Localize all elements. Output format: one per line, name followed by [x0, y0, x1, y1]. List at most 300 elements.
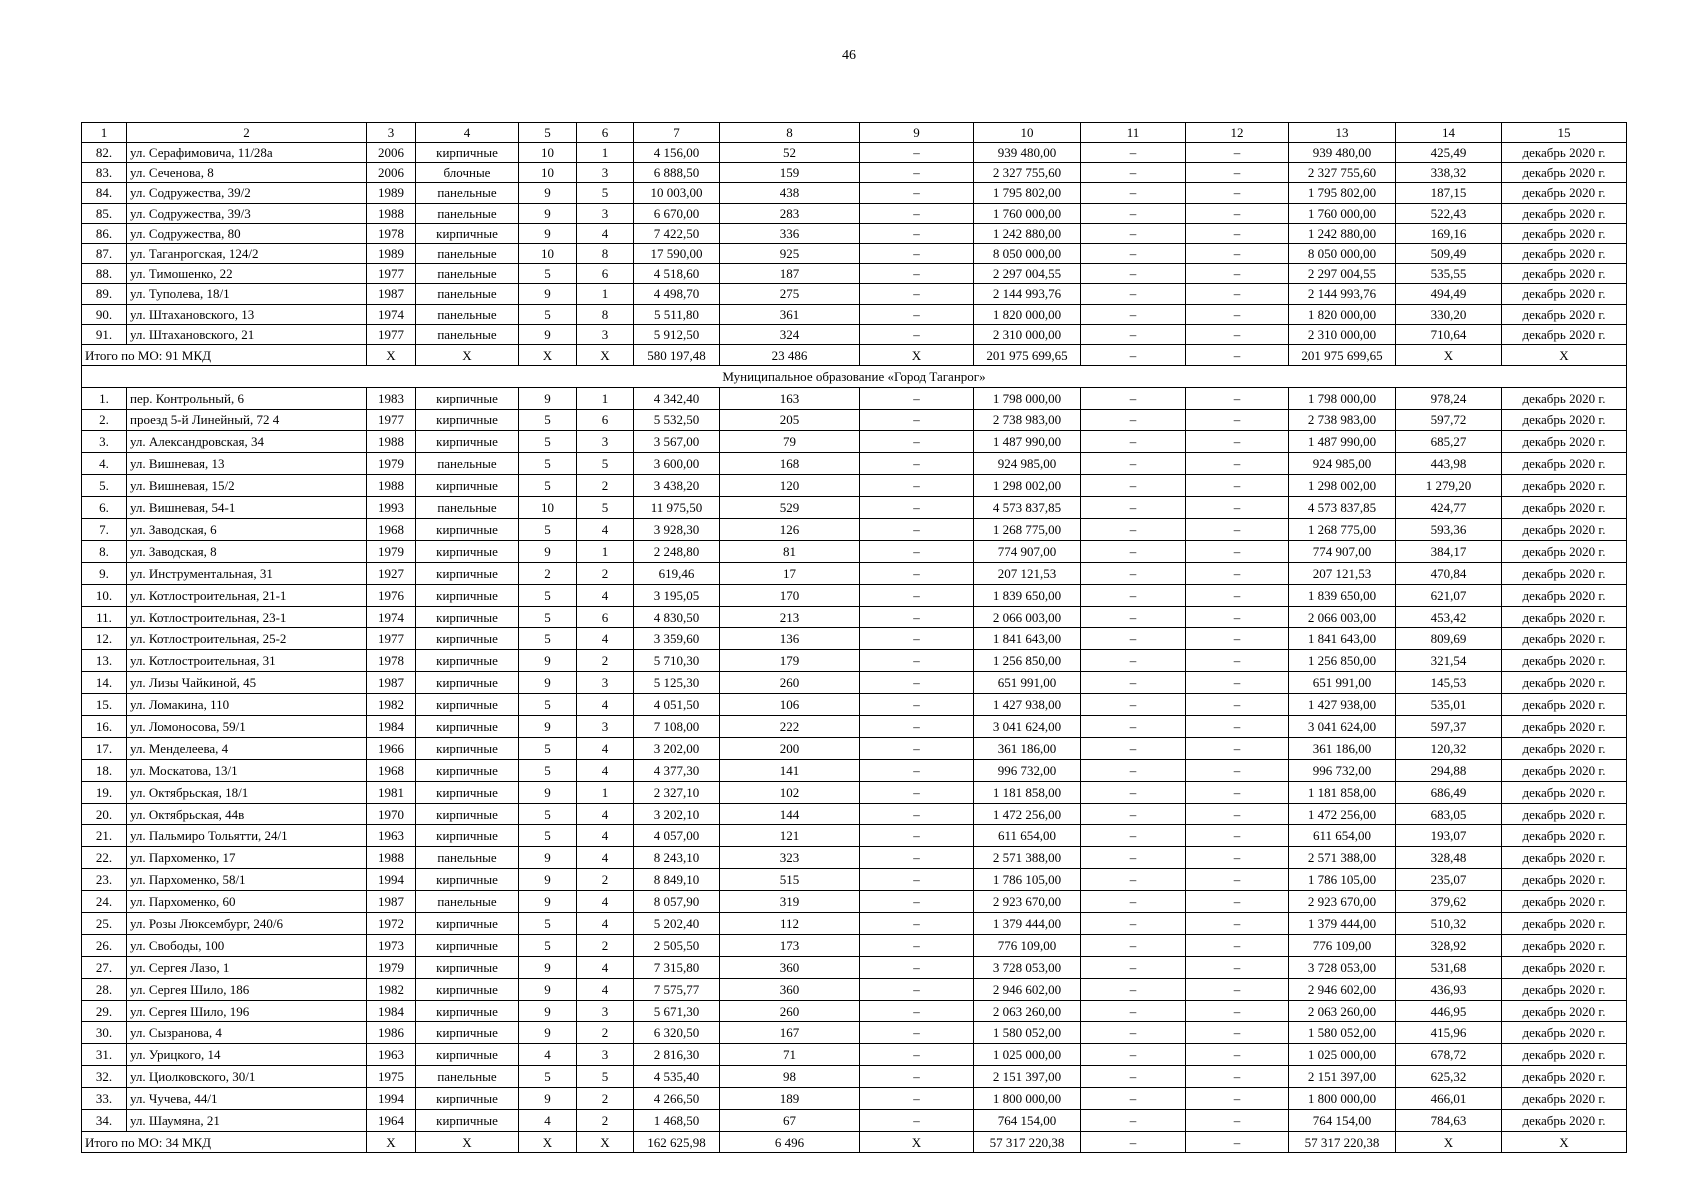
table-row-cell: 167: [720, 1022, 860, 1044]
table-row-cell: 2 151 397,00: [974, 1066, 1081, 1088]
table-row-cell: 3: [577, 431, 634, 453]
table-row-cell: 5: [519, 304, 577, 324]
table-row-cell: –: [1186, 183, 1289, 203]
table-row-cell: декабрь 2020 г.: [1502, 453, 1627, 475]
table-row-cell: 597,37: [1396, 716, 1502, 738]
table-row-cell: –: [1081, 431, 1186, 453]
total-cell: X: [577, 344, 634, 365]
total-cell: X: [416, 344, 519, 365]
table-row-cell: 319: [720, 891, 860, 913]
table-row-cell: 9: [519, 781, 577, 803]
table-row-cell: 924 985,00: [1289, 453, 1396, 475]
table-row-cell: 14.: [82, 672, 127, 694]
table-row-cell: 205: [720, 409, 860, 431]
table-row-cell: 1 841 643,00: [974, 628, 1081, 650]
table-row-cell: ул. Вишневая, 13: [127, 453, 367, 475]
table-row-cell: –: [860, 540, 974, 562]
table-row-cell: 31.: [82, 1044, 127, 1066]
table-row-cell: кирпичные: [416, 628, 519, 650]
table-row-cell: декабрь 2020 г.: [1502, 183, 1627, 203]
table-row-cell: –: [1081, 1000, 1186, 1022]
table-row-cell: 3: [577, 203, 634, 223]
table-row-cell: –: [860, 825, 974, 847]
table-row-cell: 1 025 000,00: [974, 1044, 1081, 1066]
table-row-cell: 1982: [367, 978, 416, 1000]
total-cell: 57 317 220,38: [974, 1131, 1081, 1152]
table-row-cell: 1994: [367, 869, 416, 891]
table-row-cell: 1984: [367, 716, 416, 738]
table-row-cell: 3 567,00: [634, 431, 720, 453]
table-row-cell: ул. Ломоносова, 59/1: [127, 716, 367, 738]
table-row-cell: кирпичные: [416, 562, 519, 584]
table-row-cell: 453,42: [1396, 606, 1502, 628]
table-row-cell: 22.: [82, 847, 127, 869]
table-row-cell: 1 268 775,00: [1289, 519, 1396, 541]
table-row-cell: декабрь 2020 г.: [1502, 628, 1627, 650]
total-cell: 23 486: [720, 344, 860, 365]
table-row-cell: кирпичные: [416, 409, 519, 431]
table-row-cell: ул. Содружества, 39/2: [127, 183, 367, 203]
table-row-cell: 5: [519, 934, 577, 956]
table-row-cell: 360: [720, 956, 860, 978]
table-row-cell: 112: [720, 913, 860, 935]
table-row: [82, 163, 1627, 183]
table-row-cell: 5: [519, 519, 577, 541]
table-row-cell: 294,88: [1396, 759, 1502, 781]
table-row-cell: 10: [519, 143, 577, 163]
table-row: [82, 1000, 1627, 1022]
table-row-cell: 1988: [367, 847, 416, 869]
table-row-cell: –: [1081, 304, 1186, 324]
table-row-cell: кирпичные: [416, 1110, 519, 1132]
column-number-row-cell: 2: [127, 123, 367, 143]
table-row: [82, 672, 1627, 694]
table-row-cell: –: [1081, 584, 1186, 606]
table-row-cell: 260: [720, 1000, 860, 1022]
table-row-cell: –: [1081, 694, 1186, 716]
column-number-row-cell: 13: [1289, 123, 1396, 143]
total-cell: X: [860, 1131, 974, 1152]
table-row-cell: –: [860, 1000, 974, 1022]
table-row-cell: 1 820 000,00: [1289, 304, 1396, 324]
table-row-cell: –: [1081, 497, 1186, 519]
table-row-cell: ул. Вишневая, 54-1: [127, 497, 367, 519]
table-row-cell: декабрь 2020 г.: [1502, 475, 1627, 497]
table-row-cell: 2 151 397,00: [1289, 1066, 1396, 1088]
table-row-cell: ул. Циолковского, 30/1: [127, 1066, 367, 1088]
table-row-cell: 5: [577, 453, 634, 475]
table-row-cell: 7.: [82, 519, 127, 541]
table-row-cell: 1 268 775,00: [974, 519, 1081, 541]
table-row-cell: панельные: [416, 264, 519, 284]
table-row-cell: –: [1186, 453, 1289, 475]
table-row-cell: 3: [577, 324, 634, 344]
table-row-cell: 1 427 938,00: [974, 694, 1081, 716]
table-row-cell: 2 297 004,55: [1289, 264, 1396, 284]
table-row-cell: 1 256 850,00: [974, 650, 1081, 672]
table-row-cell: панельные: [416, 304, 519, 324]
table-row-cell: панельные: [416, 1066, 519, 1088]
table-row-cell: –: [1081, 143, 1186, 163]
table-row-cell: 361 186,00: [974, 737, 1081, 759]
table-row-cell: 686,49: [1396, 781, 1502, 803]
table-row-cell: 1 256 850,00: [1289, 650, 1396, 672]
table-row-cell: 446,95: [1396, 1000, 1502, 1022]
table-row-cell: ул. Сеченова, 8: [127, 163, 367, 183]
table-row-cell: 1 760 000,00: [1289, 203, 1396, 223]
table-row-cell: 187: [720, 264, 860, 284]
table-row-cell: декабрь 2020 г.: [1502, 223, 1627, 243]
table-row-cell: 1 798 000,00: [1289, 387, 1396, 409]
table-row-cell: 2: [577, 650, 634, 672]
table-row: [82, 453, 1627, 475]
table-row-cell: 1963: [367, 825, 416, 847]
table-row-cell: 5: [519, 759, 577, 781]
table-row-cell: ул. Сергея Шило, 196: [127, 1000, 367, 1022]
table-row-cell: кирпичные: [416, 694, 519, 716]
table-row-cell: 159: [720, 163, 860, 183]
table-row-cell: 1: [577, 540, 634, 562]
total-cell: 6 496: [720, 1131, 860, 1152]
table-row-cell: 2 248,80: [634, 540, 720, 562]
total-cell: X: [416, 1131, 519, 1152]
table-row-cell: декабрь 2020 г.: [1502, 584, 1627, 606]
table-row-cell: –: [1186, 387, 1289, 409]
table-row-cell: 7 422,50: [634, 223, 720, 243]
table-row-cell: –: [1081, 1022, 1186, 1044]
table-row-cell: кирпичные: [416, 716, 519, 738]
table-row-cell: 9: [519, 1000, 577, 1022]
table-row-cell: 8: [577, 243, 634, 263]
table-row: [82, 1110, 1627, 1132]
table-row-cell: 2 571 388,00: [1289, 847, 1396, 869]
table-row-cell: 9: [519, 284, 577, 304]
table-row-cell: 34.: [82, 1110, 127, 1132]
table-row-cell: ул. Заводская, 8: [127, 540, 367, 562]
table-row-cell: –: [860, 1088, 974, 1110]
table-row-cell: декабрь 2020 г.: [1502, 1044, 1627, 1066]
table-row: [82, 869, 1627, 891]
table-row-cell: –: [860, 183, 974, 203]
table-row-cell: 1984: [367, 1000, 416, 1022]
table-row-cell: 193,07: [1396, 825, 1502, 847]
table-row-cell: 3 728 053,00: [1289, 956, 1396, 978]
table-row-cell: 4: [577, 913, 634, 935]
table-row-cell: 8.: [82, 540, 127, 562]
table-row-cell: 9: [519, 956, 577, 978]
table-row-cell: 621,07: [1396, 584, 1502, 606]
table-row-cell: 1983: [367, 387, 416, 409]
table-row-cell: 5: [519, 431, 577, 453]
table-row-cell: 1989: [367, 183, 416, 203]
table-row-cell: 2: [519, 562, 577, 584]
table-row-cell: –: [860, 453, 974, 475]
total-cell: X: [860, 344, 974, 365]
table-row-cell: ул. Ломакина, 110: [127, 694, 367, 716]
table-row-cell: 1977: [367, 409, 416, 431]
table-row-cell: 1 580 052,00: [1289, 1022, 1396, 1044]
table-row-cell: 2 946 602,00: [974, 978, 1081, 1000]
table-row-cell: 222: [720, 716, 860, 738]
table-row-cell: 5 671,30: [634, 1000, 720, 1022]
table-row-cell: 1979: [367, 453, 416, 475]
table-row-cell: 336: [720, 223, 860, 243]
table-row-cell: кирпичные: [416, 672, 519, 694]
table-row-cell: 1987: [367, 672, 416, 694]
table-row: [82, 847, 1627, 869]
table-row-cell: –: [1081, 847, 1186, 869]
table-row-cell: –: [1081, 1110, 1186, 1132]
table-row-cell: 120: [720, 475, 860, 497]
section-title: Муниципальное образование «Город Таганрог»: [82, 366, 1627, 387]
table-row-cell: 2 946 602,00: [1289, 978, 1396, 1000]
table-row-cell: –: [860, 475, 974, 497]
table-row-cell: ул. Сергея Лазо, 1: [127, 956, 367, 978]
table-row-cell: –: [1081, 628, 1186, 650]
table-row-cell: 2 738 983,00: [1289, 409, 1396, 431]
table-row-cell: –: [860, 803, 974, 825]
table-row-cell: 510,32: [1396, 913, 1502, 935]
table-row-cell: 17.: [82, 737, 127, 759]
table-row-cell: 1 468,50: [634, 1110, 720, 1132]
table-row: [82, 825, 1627, 847]
table-row-cell: –: [1186, 891, 1289, 913]
table-row-cell: –: [1186, 284, 1289, 304]
table-row-cell: 24.: [82, 891, 127, 913]
table-row-cell: декабрь 2020 г.: [1502, 956, 1627, 978]
table-row-cell: 3: [577, 716, 634, 738]
table-row-cell: ул. Лизы Чайкиной, 45: [127, 672, 367, 694]
table-row-cell: 141: [720, 759, 860, 781]
table-row-cell: –: [860, 650, 974, 672]
table-row-cell: декабрь 2020 г.: [1502, 1110, 1627, 1132]
table-row-cell: 1927: [367, 562, 416, 584]
table-row-cell: 1964: [367, 1110, 416, 1132]
table-row: [82, 519, 1627, 541]
table-row-cell: 5: [519, 694, 577, 716]
housing-table: [81, 122, 1627, 1153]
table-row-cell: 1975: [367, 1066, 416, 1088]
table-row-cell: декабрь 2020 г.: [1502, 324, 1627, 344]
table-row-cell: 1986: [367, 1022, 416, 1044]
table-row-cell: кирпичные: [416, 759, 519, 781]
total-cell: 57 317 220,38: [1289, 1131, 1396, 1152]
table-row-cell: 4 051,50: [634, 694, 720, 716]
table-row-cell: ул. Урицкого, 14: [127, 1044, 367, 1066]
table-row-cell: 529: [720, 497, 860, 519]
table-row-cell: –: [1186, 737, 1289, 759]
table-row-cell: 15.: [82, 694, 127, 716]
table-row-cell: –: [1186, 475, 1289, 497]
table-row-cell: 90.: [82, 304, 127, 324]
table-row-cell: 939 480,00: [974, 143, 1081, 163]
table-row-cell: 9: [519, 847, 577, 869]
table-row: [82, 264, 1627, 284]
table-row-cell: –: [1186, 1000, 1289, 1022]
table-row-cell: 5 202,40: [634, 913, 720, 935]
table-row-cell: 30.: [82, 1022, 127, 1044]
table-row-cell: 4: [577, 223, 634, 243]
table-row-cell: 535,01: [1396, 694, 1502, 716]
table-row-cell: 1994: [367, 1088, 416, 1110]
table-row-cell: –: [1081, 163, 1186, 183]
table-row-cell: 1 580 052,00: [974, 1022, 1081, 1044]
table-row-cell: 1993: [367, 497, 416, 519]
table-row-cell: 9: [519, 223, 577, 243]
table-row-cell: 86.: [82, 223, 127, 243]
table-row-cell: 1973: [367, 934, 416, 956]
table-row-cell: 7 315,80: [634, 956, 720, 978]
table-row-cell: ул. Котлостроительная, 31: [127, 650, 367, 672]
table-row-cell: 260: [720, 672, 860, 694]
table-row-cell: 7 108,00: [634, 716, 720, 738]
table-row-cell: 136: [720, 628, 860, 650]
table-row-cell: 1 181 858,00: [974, 781, 1081, 803]
table-row-cell: 1 798 000,00: [974, 387, 1081, 409]
table-row-cell: 1 181 858,00: [1289, 781, 1396, 803]
table-row-cell: 1 298 002,00: [1289, 475, 1396, 497]
table-row-cell: 4: [577, 825, 634, 847]
table-row-cell: 27.: [82, 956, 127, 978]
table-row-cell: ул. Пальмиро Тольятти, 24/1: [127, 825, 367, 847]
table-row-cell: 19.: [82, 781, 127, 803]
table-row-cell: –: [860, 847, 974, 869]
table-row-cell: –: [860, 913, 974, 935]
table-row-cell: 1987: [367, 891, 416, 913]
table-row-cell: 28.: [82, 978, 127, 1000]
table-row-cell: панельные: [416, 324, 519, 344]
table-row-cell: 16.: [82, 716, 127, 738]
table-row-cell: 121: [720, 825, 860, 847]
table-row: [82, 243, 1627, 263]
table-row-cell: 126: [720, 519, 860, 541]
column-number-row-cell: 14: [1396, 123, 1502, 143]
table-row-cell: кирпичные: [416, 978, 519, 1000]
table-row-cell: 200: [720, 737, 860, 759]
total-cell: X: [367, 1131, 416, 1152]
table-row-cell: –: [1186, 978, 1289, 1000]
table-row-cell: 978,24: [1396, 387, 1502, 409]
table-row: [82, 1022, 1627, 1044]
table-row-cell: 328,48: [1396, 847, 1502, 869]
table-row-cell: –: [1081, 1066, 1186, 1088]
column-number-row-cell: 4: [416, 123, 519, 143]
table-row: [82, 203, 1627, 223]
table-row-cell: ул. Москатова, 13/1: [127, 759, 367, 781]
table-row-cell: 764 154,00: [1289, 1110, 1396, 1132]
table-row-cell: –: [860, 387, 974, 409]
table-row: [82, 934, 1627, 956]
table-row: [82, 913, 1627, 935]
table-row-cell: 678,72: [1396, 1044, 1502, 1066]
table-row-cell: 21.: [82, 825, 127, 847]
table-row-cell: 4.: [82, 453, 127, 475]
table-row: [82, 284, 1627, 304]
table-row-cell: 1977: [367, 264, 416, 284]
table-row-cell: 774 907,00: [974, 540, 1081, 562]
table-row-cell: –: [1081, 475, 1186, 497]
table-row-cell: –: [860, 1044, 974, 1066]
table-row-cell: –: [1081, 183, 1186, 203]
table-row-cell: –: [1081, 223, 1186, 243]
table-row-cell: 87.: [82, 243, 127, 263]
table-row-cell: –: [860, 956, 974, 978]
table-row-cell: декабрь 2020 г.: [1502, 1088, 1627, 1110]
table-row-cell: декабрь 2020 г.: [1502, 562, 1627, 584]
table-row-cell: 3.: [82, 431, 127, 453]
table-row-cell: –: [1081, 759, 1186, 781]
table-row-cell: проезд 5-й Линейный, 72 4: [127, 409, 367, 431]
table-row-cell: декабрь 2020 г.: [1502, 284, 1627, 304]
table-row-cell: 29.: [82, 1000, 127, 1022]
table-row-cell: 3 041 624,00: [974, 716, 1081, 738]
table-row-cell: 2: [577, 475, 634, 497]
table-row-cell: 20.: [82, 803, 127, 825]
table-row-cell: –: [1186, 913, 1289, 935]
table-row-cell: ул. Котлостроительная, 21-1: [127, 584, 367, 606]
table-row-cell: –: [1186, 1066, 1289, 1088]
table-row-cell: 10.: [82, 584, 127, 606]
table-row-cell: 4: [577, 519, 634, 541]
table-row-cell: –: [1186, 1088, 1289, 1110]
table-row-cell: панельные: [416, 243, 519, 263]
table-row-cell: 275: [720, 284, 860, 304]
table-row-cell: 597,72: [1396, 409, 1502, 431]
table-row-cell: 4: [519, 1110, 577, 1132]
table-row-cell: 71: [720, 1044, 860, 1066]
table-row-cell: –: [860, 672, 974, 694]
table-row-cell: ул. Менделеева, 4: [127, 737, 367, 759]
table-row-cell: 213: [720, 606, 860, 628]
table-row-cell: –: [1081, 519, 1186, 541]
table-row-cell: –: [1081, 284, 1186, 304]
table-row-cell: 611 654,00: [1289, 825, 1396, 847]
table-row-cell: ул. Котлостроительная, 23-1: [127, 606, 367, 628]
table-row: [82, 781, 1627, 803]
table-row-cell: 2 066 003,00: [974, 606, 1081, 628]
table-row-cell: ул. Чучева, 44/1: [127, 1088, 367, 1110]
section-row: [82, 366, 1627, 387]
column-number-row-cell: 7: [634, 123, 720, 143]
total-cell: 201 975 699,65: [974, 344, 1081, 365]
table-row-cell: 33.: [82, 1088, 127, 1110]
table-row-cell: 2.: [82, 409, 127, 431]
table-row-cell: 1 800 000,00: [1289, 1088, 1396, 1110]
table-row-cell: декабрь 2020 г.: [1502, 694, 1627, 716]
table-row-cell: –: [860, 562, 974, 584]
table-row-cell: –: [1186, 759, 1289, 781]
table-row-cell: 1 242 880,00: [974, 223, 1081, 243]
table-row-cell: ул. Сергея Шило, 186: [127, 978, 367, 1000]
table-row-cell: панельные: [416, 847, 519, 869]
table-row-cell: декабрь 2020 г.: [1502, 759, 1627, 781]
table-row-cell: –: [1081, 409, 1186, 431]
table-row-cell: 6: [577, 606, 634, 628]
table-row: [82, 183, 1627, 203]
table-row-cell: декабрь 2020 г.: [1502, 716, 1627, 738]
column-number-row-cell: 1: [82, 123, 127, 143]
table-row-cell: 3 438,20: [634, 475, 720, 497]
table-row-cell: 1 279,20: [1396, 475, 1502, 497]
table-row-cell: 466,01: [1396, 1088, 1502, 1110]
table-row-cell: 619,46: [634, 562, 720, 584]
table-row-cell: кирпичные: [416, 1022, 519, 1044]
table-row: [82, 606, 1627, 628]
table-row-cell: 32.: [82, 1066, 127, 1088]
table-row-cell: –: [1081, 650, 1186, 672]
column-number-row: [82, 123, 1627, 143]
table-row-cell: 625,32: [1396, 1066, 1502, 1088]
